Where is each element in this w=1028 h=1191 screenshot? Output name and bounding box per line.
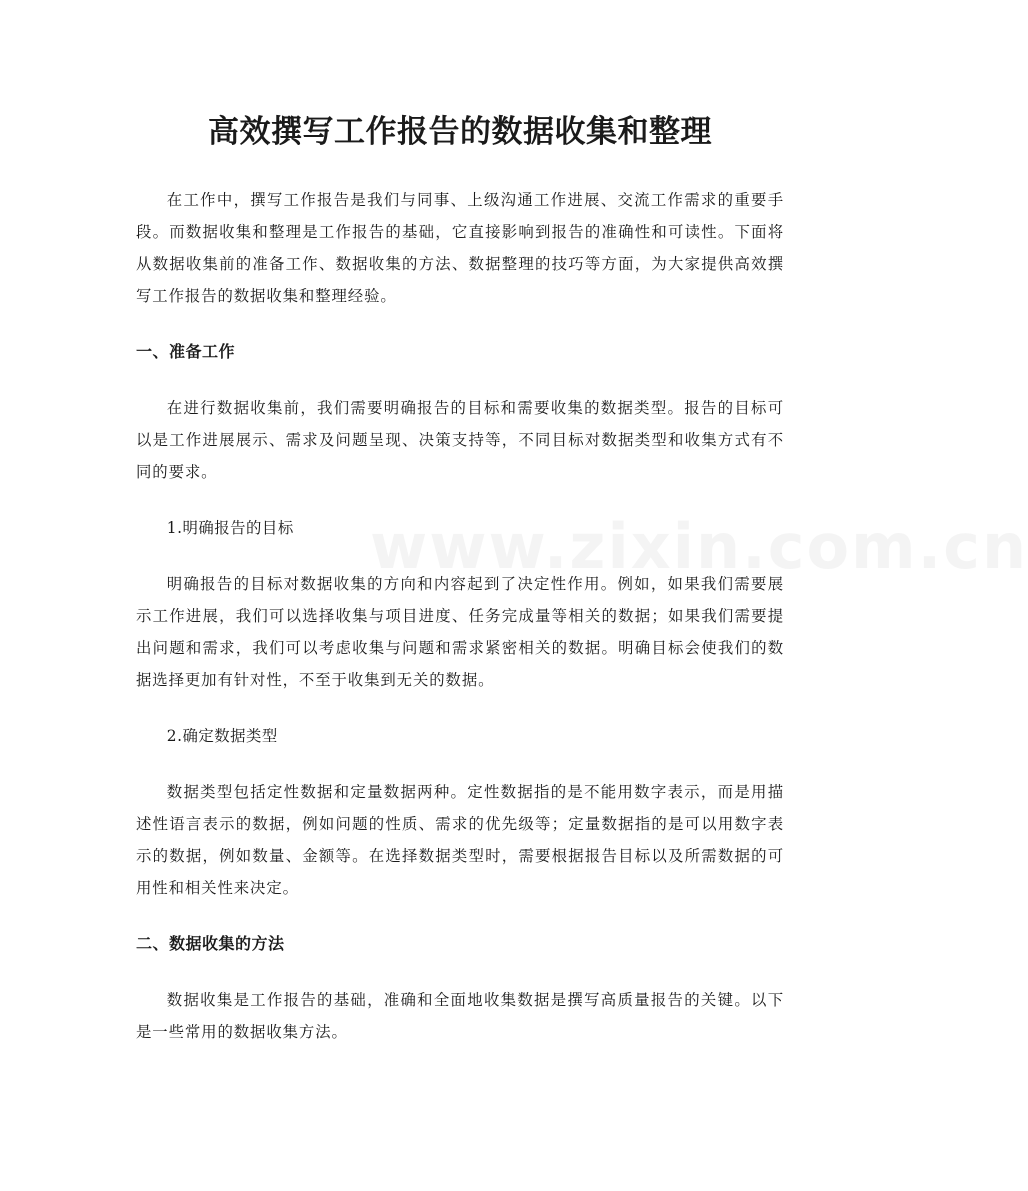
intro-paragraph: 在工作中，撰写工作报告是我们与同事、上级沟通工作进展、交流工作需求的重要手段。而数据收集和整理是工作报告的基础，它直接影响到报告的准确性和可读性。下面将从数据收集前的准备工作、数据收集的方法、数据整理的技巧等方面，为大家提供高效撰写工作报告的数据收集和整理经验。 bbox=[136, 191, 784, 305]
section-heading-collection-methods: 二、数据收集的方法 bbox=[136, 934, 285, 953]
collection-methods-paragraph: 数据收集是工作报告的基础，准确和全面地收集数据是撰写高质量报告的关键。以下是一些常用的数据收集方法。 bbox=[136, 991, 784, 1041]
preparation-paragraph: 在进行数据收集前，我们需要明确报告的目标和需要收集的数据类型。报告的目标可以是工作进展展示、需求及问题呈现、决策支持等，不同目标对数据类型和收集方式有不同的要求。 bbox=[136, 399, 784, 481]
document-body bbox=[136, 184, 784, 1072]
subheading-data-type: 2.确定数据类型 bbox=[166, 727, 278, 745]
data-type-paragraph: 数据类型包括定性数据和定量数据两种。定性数据指的是不能用数字表示，而是用描述性语言表示的数据，例如问题的性质、需求的优先级等；定量数据指的是可以用数字表示的数据，例如数量、金额等。在选择数据类型时，需要根据报告目标以及所需数据的可用性和相关性来决定。 bbox=[136, 783, 784, 897]
report-goal-paragraph: 明确报告的目标对数据收集的方向和内容起到了决定性作用。例如，如果我们需要展示工作进展，我们可以选择收集与项目进度、任务完成量等相关的数据；如果我们需要提出问题和需求，我们可以考虑收集与问题和需求紧密相关的数据。明确目标会使我们的数据选择更加有针对性，不至于收集到无关的数据。 bbox=[136, 575, 784, 689]
subheading-report-goal: 1.明确报告的目标 bbox=[166, 519, 294, 537]
document-title: 高效撰写工作报告的数据收集和整理 bbox=[208, 114, 712, 150]
watermark: www.zixin.com.cn bbox=[370, 510, 1028, 583]
section-heading-preparation: 一、准备工作 bbox=[136, 342, 236, 361]
